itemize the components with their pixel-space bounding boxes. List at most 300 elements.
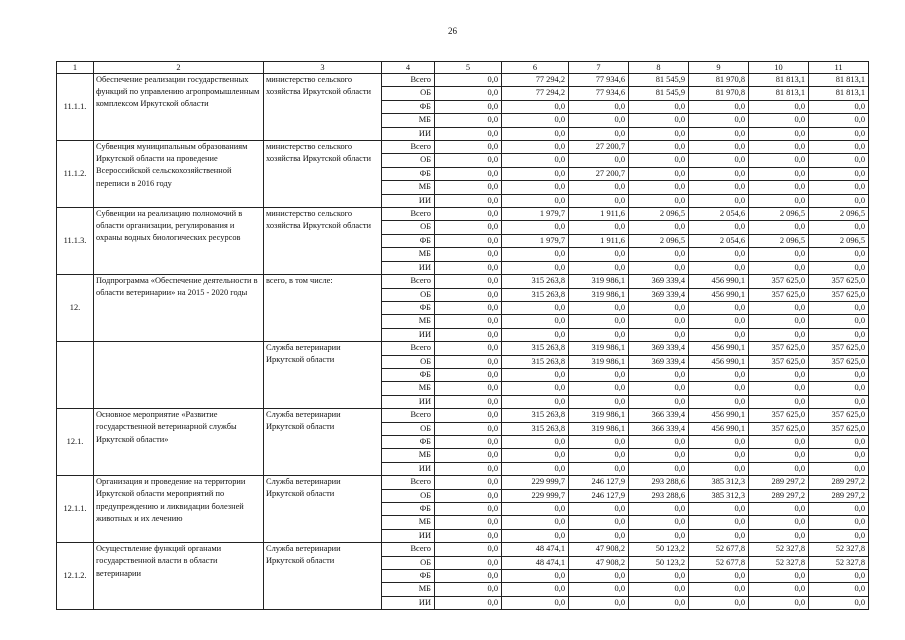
value-cell: 289 297,2 [749,476,809,489]
value-cell: 0,0 [435,516,502,529]
value-cell: 0,0 [569,261,629,274]
value-cell: 0,0 [689,570,749,583]
funding-source: МБ [382,449,435,462]
value-cell: 0,0 [435,261,502,274]
value-cell: 0,0 [569,328,629,341]
value-cell: 0,0 [809,449,869,462]
value-cell: 0,0 [629,529,689,542]
header-cell: 3 [264,62,382,74]
value-cell: 369 339,4 [629,342,689,355]
value-cell: 0,0 [502,154,569,167]
value-cell: 0,0 [435,167,502,180]
funding-source: ФБ [382,368,435,381]
table-row [57,208,869,221]
value-cell: 77 294,2 [502,87,569,100]
value-cell: 0,0 [435,154,502,167]
value-cell: 0,0 [689,435,749,448]
value-cell: 0,0 [502,462,569,475]
value-cell: 1 979,7 [502,208,569,221]
activity-name: Субвенция муниципальным образованиям Иркутской области на проведение Всероссийской сельскохозяйственной переписи в 2016 году [94,141,264,208]
funding-source: ОБ [382,154,435,167]
header-cell: 7 [569,62,629,74]
funding-source: МБ [382,114,435,127]
value-cell: 0,0 [502,221,569,234]
value-cell: 81 545,9 [629,74,689,87]
value-cell: 0,0 [809,583,869,596]
value-cell: 0,0 [502,368,569,381]
value-cell: 319 986,1 [569,409,629,422]
funding-source: МБ [382,248,435,261]
value-cell: 0,0 [435,248,502,261]
value-cell: 81 970,8 [689,74,749,87]
value-cell: 0,0 [689,529,749,542]
value-cell: 1 979,7 [502,234,569,247]
value-cell: 0,0 [689,301,749,314]
activity-name: Основное мероприятие «Развитие государственной ветеринарной службы Иркутской области» [94,409,264,476]
value-cell: 0,0 [435,570,502,583]
value-cell: 293 288,6 [629,489,689,502]
value-cell: 2 054,6 [689,234,749,247]
value-cell: 52 677,8 [689,543,749,556]
value-cell: 0,0 [689,194,749,207]
value-cell: 0,0 [629,167,689,180]
value-cell: 0,0 [569,127,629,140]
value-cell: 0,0 [809,315,869,328]
funding-source: ФБ [382,435,435,448]
header-row [57,62,869,74]
value-cell: 246 127,9 [569,489,629,502]
value-cell: 2 096,5 [809,208,869,221]
value-cell: 0,0 [435,409,502,422]
value-cell: 385 312,3 [689,476,749,489]
value-cell: 0,0 [502,127,569,140]
value-cell: 0,0 [689,127,749,140]
funding-source: МБ [382,516,435,529]
activity-name: Субвенции на реализацию полномочий в области организации, регулирования и охраны водных биологических ресурсов [94,208,264,275]
value-cell: 0,0 [435,100,502,113]
value-cell: 0,0 [569,181,629,194]
value-cell: 2 054,6 [689,208,749,221]
value-cell: 0,0 [809,368,869,381]
value-cell: 0,0 [435,503,502,516]
value-cell: 0,0 [749,154,809,167]
value-cell: 2 096,5 [629,234,689,247]
value-cell: 2 096,5 [809,234,869,247]
value-cell: 315 263,8 [502,409,569,422]
header-cell: 4 [382,62,435,74]
value-cell: 50 123,2 [629,556,689,569]
value-cell: 0,0 [749,315,809,328]
value-cell: 0,0 [569,368,629,381]
row-number: 12. [57,275,94,342]
value-cell: 52 327,8 [809,556,869,569]
header-cell: 6 [502,62,569,74]
value-cell: 357 625,0 [749,275,809,288]
value-cell: 0,0 [502,194,569,207]
header-cell: 11 [809,62,869,74]
value-cell: 0,0 [629,181,689,194]
value-cell: 0,0 [629,261,689,274]
row-number: 12.1.2. [57,543,94,610]
responsible-org: всего, в том числе: [264,275,382,342]
value-cell: 0,0 [749,167,809,180]
value-cell: 0,0 [629,141,689,154]
value-cell: 0,0 [689,181,749,194]
value-cell: 81 813,1 [749,74,809,87]
value-cell: 0,0 [689,395,749,408]
value-cell: 369 339,4 [629,355,689,368]
value-cell: 0,0 [809,382,869,395]
funding-source: Всего [382,74,435,87]
value-cell: 0,0 [569,583,629,596]
value-cell: 47 908,2 [569,543,629,556]
value-cell: 27 200,7 [569,141,629,154]
value-cell: 0,0 [435,355,502,368]
header-cell: 2 [94,62,264,74]
value-cell: 52 327,8 [749,556,809,569]
value-cell: 229 999,7 [502,476,569,489]
value-cell: 81 813,1 [809,87,869,100]
funding-source: Всего [382,141,435,154]
value-cell: 0,0 [569,395,629,408]
value-cell: 0,0 [629,462,689,475]
value-cell: 369 339,4 [629,275,689,288]
value-cell: 0,0 [502,449,569,462]
activity-name: Организация и проведение на территории Иркутской области мероприятий по предупреждению и ликвидации болезней животных и их лечению [94,476,264,543]
table-row [57,543,869,556]
funding-source: Всего [382,342,435,355]
value-cell: 52 677,8 [689,556,749,569]
value-cell: 357 625,0 [809,342,869,355]
funding-source: МБ [382,315,435,328]
value-cell: 0,0 [749,583,809,596]
value-cell: 0,0 [569,221,629,234]
value-cell: 0,0 [749,529,809,542]
value-cell: 315 263,8 [502,288,569,301]
value-cell: 0,0 [502,328,569,341]
value-cell: 319 986,1 [569,275,629,288]
header-cell: 10 [749,62,809,74]
value-cell: 0,0 [435,382,502,395]
value-cell: 0,0 [809,127,869,140]
value-cell: 0,0 [689,462,749,475]
value-cell: 0,0 [569,100,629,113]
value-cell: 357 625,0 [809,355,869,368]
funding-source: ОБ [382,87,435,100]
value-cell: 0,0 [435,529,502,542]
value-cell: 0,0 [809,596,869,609]
value-cell: 0,0 [749,301,809,314]
value-cell: 0,0 [569,462,629,475]
funding-source: ФБ [382,301,435,314]
value-cell: 319 986,1 [569,422,629,435]
value-cell: 0,0 [689,503,749,516]
value-cell: 0,0 [435,194,502,207]
value-cell: 0,0 [435,315,502,328]
value-cell: 52 327,8 [809,543,869,556]
value-cell: 0,0 [569,154,629,167]
value-cell: 0,0 [809,194,869,207]
value-cell: 0,0 [809,248,869,261]
value-cell: 2 096,5 [629,208,689,221]
value-cell: 0,0 [629,395,689,408]
value-cell: 0,0 [435,449,502,462]
value-cell: 0,0 [809,261,869,274]
funding-source: ИИ [382,261,435,274]
value-cell: 357 625,0 [809,275,869,288]
row-number: 11.1.1. [57,74,94,141]
table-row [57,74,869,87]
funding-source: ФБ [382,167,435,180]
value-cell: 0,0 [689,167,749,180]
value-cell: 366 339,4 [629,422,689,435]
funding-source: ИИ [382,194,435,207]
value-cell: 0,0 [435,583,502,596]
value-cell: 0,0 [749,328,809,341]
value-cell: 0,0 [569,529,629,542]
funding-source: МБ [382,382,435,395]
value-cell: 315 263,8 [502,275,569,288]
value-cell: 357 625,0 [749,288,809,301]
value-cell: 456 990,1 [689,422,749,435]
value-cell: 0,0 [749,114,809,127]
value-cell: 0,0 [689,583,749,596]
value-cell: 0,0 [435,114,502,127]
table-row [57,476,869,489]
value-cell: 357 625,0 [809,409,869,422]
value-cell: 0,0 [689,449,749,462]
value-cell: 0,0 [749,248,809,261]
value-cell: 456 990,1 [689,409,749,422]
value-cell: 366 339,4 [629,409,689,422]
value-cell: 0,0 [502,529,569,542]
value-cell: 0,0 [689,154,749,167]
value-cell: 385 312,3 [689,489,749,502]
value-cell: 0,0 [435,342,502,355]
value-cell: 0,0 [435,87,502,100]
funding-source: МБ [382,583,435,596]
table-row [57,275,869,288]
value-cell: 0,0 [629,127,689,140]
row-number: 12.1.1. [57,476,94,543]
value-cell: 0,0 [629,583,689,596]
value-cell: 229 999,7 [502,489,569,502]
value-cell: 0,0 [629,221,689,234]
value-cell: 0,0 [629,516,689,529]
value-cell: 0,0 [749,570,809,583]
funding-source: Всего [382,476,435,489]
budget-table [56,61,869,610]
funding-source: ИИ [382,596,435,609]
value-cell: 0,0 [749,127,809,140]
responsible-org: министерство сельского хозяйства Иркутской области [264,74,382,141]
funding-source: Всего [382,275,435,288]
value-cell: 0,0 [435,328,502,341]
value-cell: 0,0 [435,275,502,288]
value-cell: 0,0 [502,503,569,516]
value-cell: 0,0 [689,328,749,341]
funding-source: ИИ [382,462,435,475]
header-cell: 8 [629,62,689,74]
responsible-org: Служба ветеринарии Иркутской области [264,543,382,610]
funding-source: ИИ [382,529,435,542]
value-cell: 0,0 [749,141,809,154]
value-cell: 0,0 [435,435,502,448]
value-cell: 0,0 [689,596,749,609]
value-cell: 0,0 [629,194,689,207]
value-cell: 47 908,2 [569,556,629,569]
value-cell: 0,0 [749,221,809,234]
value-cell: 0,0 [502,570,569,583]
value-cell: 0,0 [689,100,749,113]
value-cell: 81 813,1 [749,87,809,100]
value-cell: 0,0 [502,395,569,408]
value-cell: 77 934,6 [569,74,629,87]
value-cell: 0,0 [502,596,569,609]
value-cell: 0,0 [809,167,869,180]
value-cell: 0,0 [502,261,569,274]
header-cell: 5 [435,62,502,74]
value-cell: 0,0 [689,382,749,395]
funding-source: Всего [382,543,435,556]
value-cell: 0,0 [569,503,629,516]
value-cell: 289 297,2 [809,476,869,489]
value-cell: 0,0 [629,154,689,167]
value-cell: 0,0 [502,181,569,194]
value-cell: 0,0 [809,503,869,516]
value-cell: 0,0 [502,516,569,529]
value-cell: 0,0 [435,395,502,408]
value-cell: 0,0 [502,382,569,395]
activity-name: Обеспечение реализации государственных функций по управлению агропромышленным комплексом Иркутской области [94,74,264,141]
value-cell: 0,0 [569,382,629,395]
value-cell: 0,0 [809,100,869,113]
value-cell: 0,0 [749,194,809,207]
value-cell: 0,0 [809,435,869,448]
row-number: 11.1.3. [57,208,94,275]
value-cell: 456 990,1 [689,288,749,301]
value-cell: 319 986,1 [569,288,629,301]
table-row [57,409,869,422]
value-cell: 0,0 [502,301,569,314]
value-cell: 246 127,9 [569,476,629,489]
value-cell: 0,0 [809,301,869,314]
value-cell: 0,0 [569,449,629,462]
value-cell: 48 474,1 [502,543,569,556]
table-body [57,62,869,610]
value-cell: 0,0 [435,221,502,234]
value-cell: 0,0 [629,100,689,113]
value-cell: 0,0 [569,248,629,261]
value-cell: 0,0 [435,301,502,314]
value-cell: 0,0 [435,368,502,381]
value-cell: 293 288,6 [629,476,689,489]
value-cell: 0,0 [689,261,749,274]
funding-source: ФБ [382,570,435,583]
value-cell: 0,0 [629,435,689,448]
row-number: 12.1. [57,409,94,476]
value-cell: 0,0 [502,435,569,448]
funding-source: ФБ [382,234,435,247]
value-cell: 0,0 [569,516,629,529]
value-cell: 48 474,1 [502,556,569,569]
value-cell: 81 970,8 [689,87,749,100]
value-cell: 357 625,0 [749,342,809,355]
funding-source: Всего [382,409,435,422]
value-cell: 0,0 [435,543,502,556]
value-cell: 0,0 [629,114,689,127]
value-cell: 0,0 [749,261,809,274]
value-cell: 50 123,2 [629,543,689,556]
header-cell: 1 [57,62,94,74]
value-cell: 0,0 [569,596,629,609]
value-cell: 0,0 [809,570,869,583]
value-cell: 456 990,1 [689,275,749,288]
row-number [57,342,94,409]
value-cell: 0,0 [749,368,809,381]
value-cell: 0,0 [809,181,869,194]
value-cell: 0,0 [749,382,809,395]
value-cell: 0,0 [749,435,809,448]
value-cell: 0,0 [569,570,629,583]
value-cell: 1 911,6 [569,208,629,221]
value-cell: 315 263,8 [502,342,569,355]
value-cell: 0,0 [435,489,502,502]
value-cell: 0,0 [629,596,689,609]
value-cell: 0,0 [689,368,749,381]
value-cell: 357 625,0 [749,422,809,435]
value-cell: 0,0 [502,248,569,261]
funding-source: ИИ [382,328,435,341]
value-cell: 0,0 [435,74,502,87]
value-cell: 319 986,1 [569,355,629,368]
value-cell: 0,0 [629,315,689,328]
value-cell: 357 625,0 [809,288,869,301]
value-cell: 81 545,9 [629,87,689,100]
value-cell: 0,0 [502,141,569,154]
value-cell: 315 263,8 [502,422,569,435]
value-cell: 0,0 [749,503,809,516]
funding-source: ОБ [382,355,435,368]
responsible-org: Служба ветеринарии Иркутской области [264,476,382,543]
funding-source: ОБ [382,489,435,502]
value-cell: 0,0 [689,221,749,234]
table-row [57,141,869,154]
header-cell: 9 [689,62,749,74]
value-cell: 0,0 [689,141,749,154]
value-cell: 2 096,5 [749,234,809,247]
value-cell: 357 625,0 [749,355,809,368]
value-cell: 0,0 [749,596,809,609]
value-cell: 2 096,5 [749,208,809,221]
funding-source: ФБ [382,503,435,516]
activity-name: Подпрограмма «Обеспечение деятельности в области ветеринарии» на 2015 - 2020 годы [94,275,264,342]
responsible-org: министерство сельского хозяйства Иркутской области [264,208,382,275]
value-cell: 0,0 [502,167,569,180]
value-cell: 0,0 [569,114,629,127]
value-cell: 0,0 [502,583,569,596]
value-cell: 369 339,4 [629,288,689,301]
value-cell: 0,0 [502,315,569,328]
value-cell: 0,0 [809,221,869,234]
value-cell: 456 990,1 [689,355,749,368]
value-cell: 456 990,1 [689,342,749,355]
funding-source: ОБ [382,288,435,301]
value-cell: 0,0 [809,462,869,475]
table-row [57,342,869,355]
value-cell: 0,0 [435,208,502,221]
value-cell: 0,0 [629,368,689,381]
